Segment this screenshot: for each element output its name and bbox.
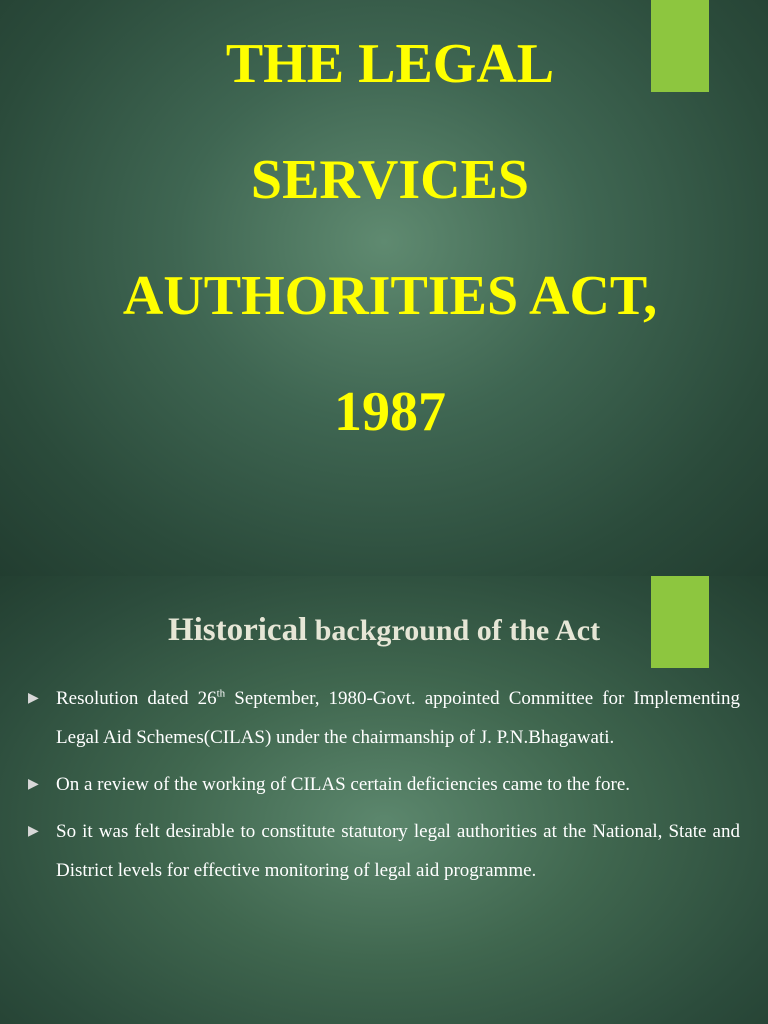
bullet-item bbox=[28, 812, 740, 890]
heading-first-word: Historical bbox=[167, 612, 308, 648]
triangle-right-icon: ▶ bbox=[28, 777, 39, 792]
triangle-right-icon: ▶ bbox=[28, 824, 39, 839]
title-line: 1987 bbox=[334, 381, 446, 443]
bullet-item bbox=[28, 679, 740, 757]
slide-heading bbox=[0, 608, 768, 653]
bullet-item bbox=[28, 765, 740, 804]
slide-historical-background bbox=[0, 576, 768, 1024]
triangle-right-icon: ▶ bbox=[28, 691, 39, 706]
title-line: AUTHORITIES ACT, bbox=[122, 265, 658, 327]
bullet-text: So it was felt desirable to constitute statutory legal authorities at the National, State and District levels for effective monitoring of legal aid programme. bbox=[56, 821, 740, 881]
heading-rest: background of the Act bbox=[307, 614, 601, 647]
bullet-text: Resolution dated 26 bbox=[56, 688, 217, 709]
bullet-list bbox=[28, 679, 740, 898]
title-line: SERVICES bbox=[250, 149, 530, 211]
slide-title-heading bbox=[60, 6, 720, 470]
bullet-text: September, 1980-Govt. appointed Committee for Implementing Legal Aid Schemes(CILAS) under the chairmanship of J. P.N.Bhagawati. bbox=[56, 688, 741, 748]
title-line: THE LEGAL bbox=[225, 33, 555, 95]
bullet-text: On a review of the working of CILAS certain deficiencies came to the fore. bbox=[56, 774, 630, 795]
bullet-superscript: th bbox=[216, 687, 226, 700]
